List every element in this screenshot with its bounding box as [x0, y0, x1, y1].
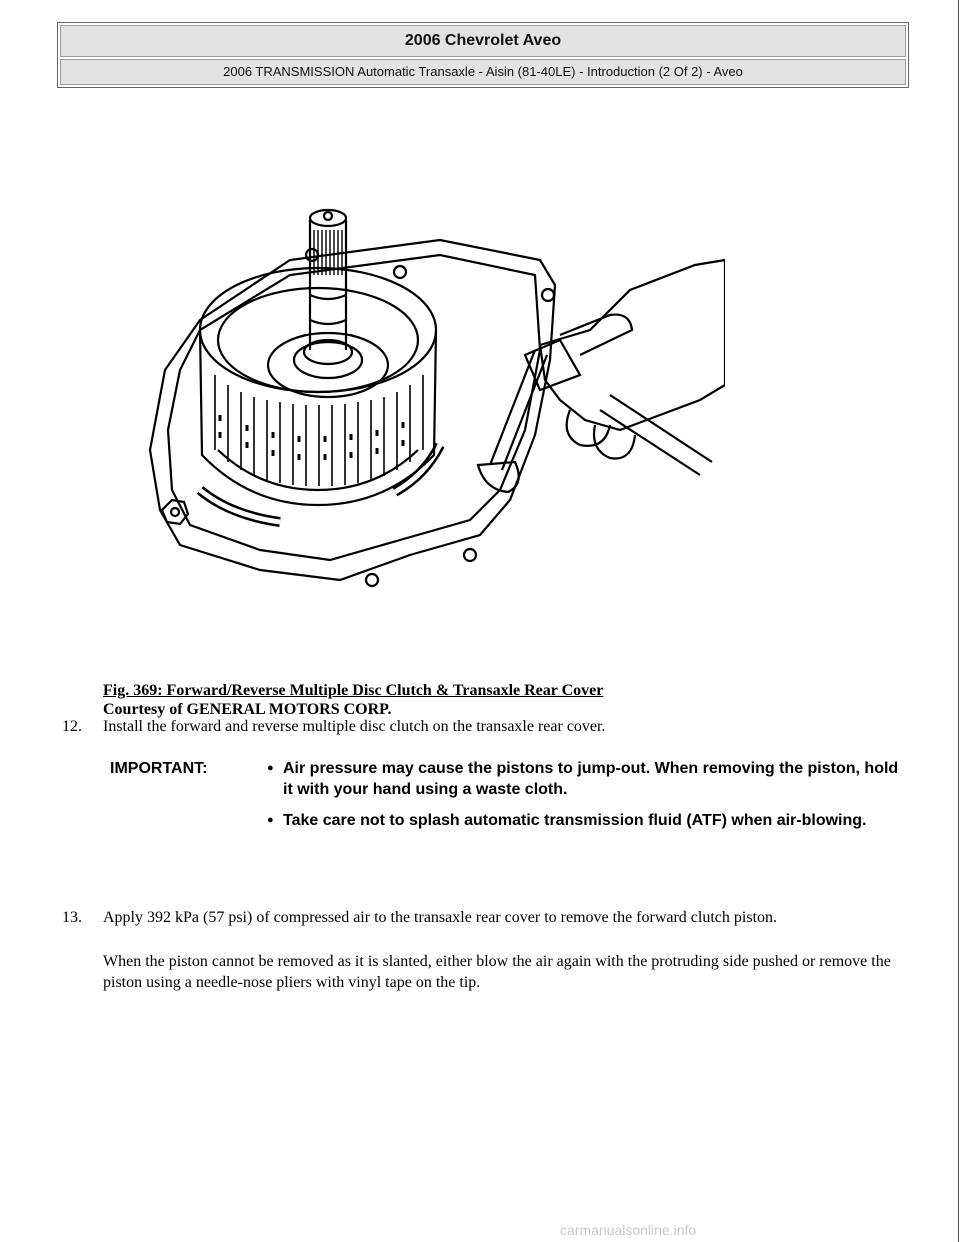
step-number: 12. [62, 718, 82, 735]
figure-caption-title[interactable]: Fig. 369: Forward/Reverse Multiple Disc Clutch & Transaxle Rear Cover [103, 682, 604, 699]
important-item: ● Take care not to splash automatic transmission fluid (ATF) when air-blowing. [267, 810, 907, 831]
important-list [267, 758, 907, 841]
finger [567, 410, 610, 446]
important-label: IMPORTANT: [110, 760, 208, 777]
document-header [57, 22, 909, 88]
rear-cover-inner-edge [168, 255, 540, 560]
hex-bolt-center [171, 508, 179, 516]
air-nozzle [490, 350, 547, 470]
shaft [310, 220, 346, 350]
clutch-drum-side [200, 330, 436, 505]
figure-caption-credit: Courtesy of GENERAL MOTORS CORP. [103, 701, 392, 718]
cover-bolt [306, 249, 318, 261]
shaft-hole [324, 212, 332, 220]
cover-slot [200, 490, 280, 522]
hub-inner [294, 342, 362, 378]
cover-bolt [366, 574, 378, 586]
step-13-note: When the piston cannot be removed as it is slanted, either blow the air again with the protruding side pushed or remove the piston using a needle-nose pliers with vinyl tape on the tip. [103, 953, 891, 991]
step-text: Install the forward and reverse multiple disc clutch on the transaxle rear cover. [103, 718, 606, 735]
clutch-drum-base [218, 450, 418, 490]
cover-bolt [464, 549, 476, 561]
clutch-illustration [140, 200, 725, 605]
hand [540, 260, 725, 430]
nozzle-base [478, 462, 519, 492]
header-title: 2006 Chevrolet Aveo [60, 25, 906, 57]
important-item: ● Air pressure may cause the pistons to jump-out. When removing the piston, hold it with your hand using a waste cloth. [267, 758, 907, 800]
hub-collar [304, 340, 352, 364]
watermark: carmanualsonline.info [560, 1222, 697, 1238]
drum-slot-marks [220, 415, 403, 460]
cover-bolt [394, 266, 406, 278]
cover-bolt [542, 289, 554, 301]
header-subtitle: 2006 TRANSMISSION Automatic Transaxle - Aisin (81-40LE) - Introduction (2 Of 2) - Aveo [60, 59, 906, 85]
step-text: Apply 392 kPa (57 psi) of compressed air to the transaxle rear cover to remove the forward clutch piston. [103, 909, 778, 926]
shaft-ring [310, 295, 346, 324]
important-note [103, 758, 911, 883]
clutch-drum-top [200, 268, 436, 392]
step-number: 13. [62, 909, 82, 926]
figure-caption [103, 681, 603, 719]
air-gun-hose [600, 395, 712, 475]
